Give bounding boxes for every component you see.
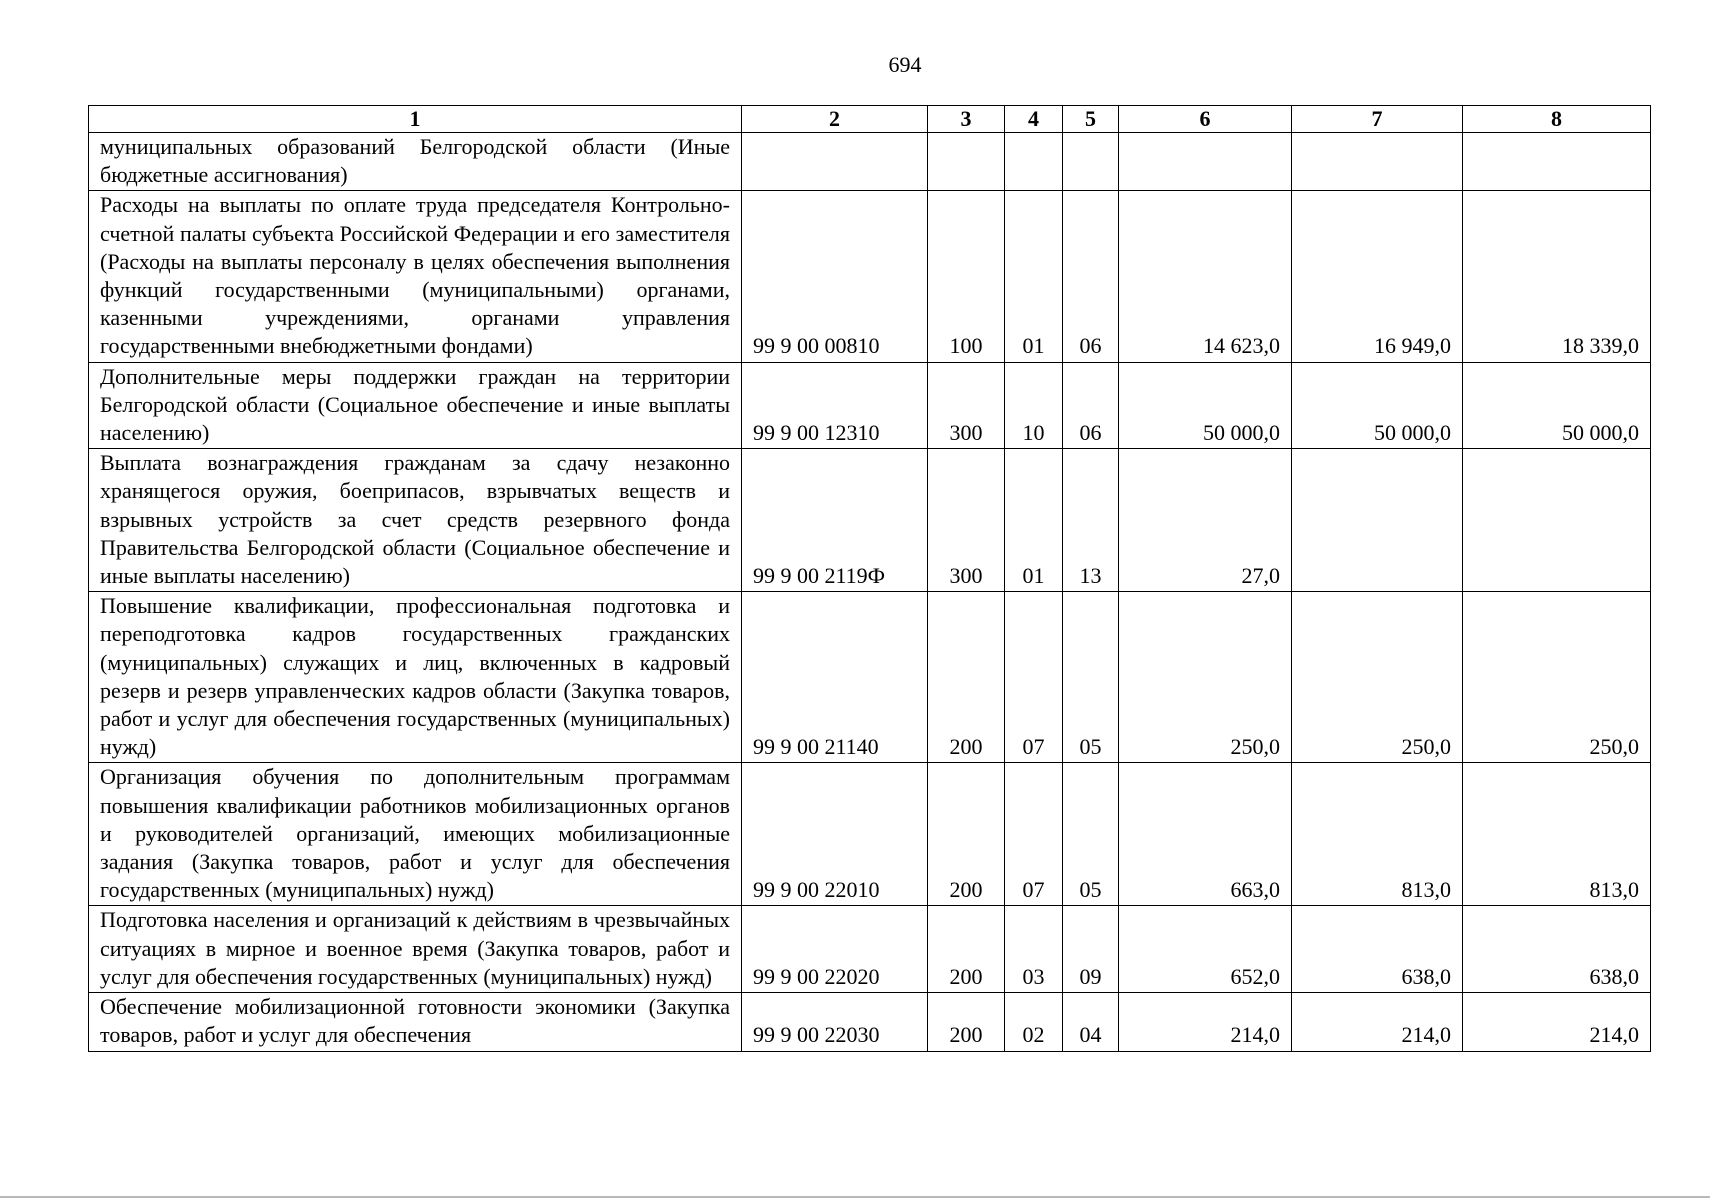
row-col5: 13 xyxy=(1063,449,1119,592)
table-row xyxy=(89,191,1651,362)
row-value-8: 50 000,0 xyxy=(1463,362,1651,449)
row-col4: 10 xyxy=(1005,362,1063,449)
column-header: 4 xyxy=(1005,106,1063,133)
column-header: 7 xyxy=(1292,106,1463,133)
column-header: 1 xyxy=(89,106,742,133)
row-col4 xyxy=(1005,133,1063,191)
row-description: Организация обучения по дополнительным программам повышения квалификации работников мобилизационных органов и руководителей организаций, имеющих мобилизационные задания (Закупка товаров, работ и услуг для обеспечения государственных (муниципальных) нужд) xyxy=(89,763,742,906)
table-row xyxy=(89,133,1651,191)
row-code: 99 9 00 00810 xyxy=(742,191,928,362)
row-col3: 200 xyxy=(928,763,1005,906)
row-col5: 04 xyxy=(1063,993,1119,1051)
row-description: Повышение квалификации, профессиональная подготовка и переподготовка кадров государственных гражданских (муниципальных) служащих и лиц, включенных в кадровый резерв и резерв управленческих кадров области (Закупка товаров, работ и услуг для обеспечения государственных (муниципальных) нужд) xyxy=(89,592,742,763)
table-row xyxy=(89,362,1651,449)
row-col3: 300 xyxy=(928,362,1005,449)
table-row xyxy=(89,592,1651,763)
row-value-7: 50 000,0 xyxy=(1292,362,1463,449)
row-col5 xyxy=(1063,133,1119,191)
row-description: Обеспечение мобилизационной готовности экономики (Закупка товаров, работ и услуг для обеспечения xyxy=(89,993,742,1051)
row-col4: 01 xyxy=(1005,191,1063,362)
row-value-7: 813,0 xyxy=(1292,763,1463,906)
row-value-6: 663,0 xyxy=(1119,763,1292,906)
row-value-6: 14 623,0 xyxy=(1119,191,1292,362)
row-col5: 06 xyxy=(1063,191,1119,362)
row-value-7: 638,0 xyxy=(1292,906,1463,993)
row-value-6: 50 000,0 xyxy=(1119,362,1292,449)
row-value-8: 214,0 xyxy=(1463,993,1651,1051)
row-value-7: 250,0 xyxy=(1292,592,1463,763)
row-code: 99 9 00 21140 xyxy=(742,592,928,763)
row-col5: 09 xyxy=(1063,906,1119,993)
row-value-7: 214,0 xyxy=(1292,993,1463,1051)
row-description: муниципальных образований Белгородской области (Иные бюджетные ассигнования) xyxy=(89,133,742,191)
page-number: 694 xyxy=(888,52,922,77)
column-header: 2 xyxy=(742,106,928,133)
scan-edge-line xyxy=(0,1196,1710,1198)
row-code: 99 9 00 12310 xyxy=(742,362,928,449)
row-value-8 xyxy=(1463,133,1651,191)
row-description: Выплата вознаграждения гражданам за сдачу незаконно хранящегося оружия, боеприпасов, взрывчатых веществ и взрывных устройств за счет средств резервного фонда Правительства Белгородской области (Социальное обеспечение и иные выплаты населению) xyxy=(89,449,742,592)
row-description: Дополнительные меры поддержки граждан на территории Белгородской области (Социальное обеспечение и иные выплаты населению) xyxy=(89,362,742,449)
row-value-6 xyxy=(1119,133,1292,191)
row-value-6: 214,0 xyxy=(1119,993,1292,1051)
column-header: 8 xyxy=(1463,106,1651,133)
row-value-6: 652,0 xyxy=(1119,906,1292,993)
row-description: Расходы на выплаты по оплате труда председателя Контрольно-счетной палаты субъекта Российской Федерации и его заместителя (Расходы на выплаты персоналу в целях обеспечения выполнения функций государственными (муниципальными) органами, казенными учреждениями, органами управления государственными внебюджетными фондами) xyxy=(89,191,742,362)
row-value-7 xyxy=(1292,449,1463,592)
row-col5: 05 xyxy=(1063,592,1119,763)
row-col3: 200 xyxy=(928,592,1005,763)
row-col4: 03 xyxy=(1005,906,1063,993)
header-row xyxy=(89,106,1651,133)
row-value-6: 27,0 xyxy=(1119,449,1292,592)
row-value-8: 638,0 xyxy=(1463,906,1651,993)
table-row xyxy=(89,906,1651,993)
column-header: 3 xyxy=(928,106,1005,133)
column-header: 6 xyxy=(1119,106,1292,133)
row-col3 xyxy=(928,133,1005,191)
row-col3: 200 xyxy=(928,906,1005,993)
table-row xyxy=(89,763,1651,906)
row-col3: 300 xyxy=(928,449,1005,592)
row-col5: 05 xyxy=(1063,763,1119,906)
row-value-7 xyxy=(1292,133,1463,191)
row-description: Подготовка населения и организаций к действиям в чрезвычайных ситуациях в мирное и военное время (Закупка товаров, работ и услуг для обеспечения государственных (муниципальных) нужд) xyxy=(89,906,742,993)
row-col5: 06 xyxy=(1063,362,1119,449)
table-row xyxy=(89,449,1651,592)
row-value-6: 250,0 xyxy=(1119,592,1292,763)
row-value-8 xyxy=(1463,449,1651,592)
column-header: 5 xyxy=(1063,106,1119,133)
row-col3: 200 xyxy=(928,993,1005,1051)
row-col4: 01 xyxy=(1005,449,1063,592)
row-code: 99 9 00 22020 xyxy=(742,906,928,993)
row-value-8: 813,0 xyxy=(1463,763,1651,906)
row-code xyxy=(742,133,928,191)
row-value-8: 18 339,0 xyxy=(1463,191,1651,362)
table-row xyxy=(89,993,1651,1051)
row-code: 99 9 00 22010 xyxy=(742,763,928,906)
row-value-8: 250,0 xyxy=(1463,592,1651,763)
row-col4: 02 xyxy=(1005,993,1063,1051)
row-code: 99 9 00 22030 xyxy=(742,993,928,1051)
row-col3: 100 xyxy=(928,191,1005,362)
row-value-7: 16 949,0 xyxy=(1292,191,1463,362)
row-code: 99 9 00 2119Ф xyxy=(742,449,928,592)
budget-table xyxy=(88,105,1651,1052)
row-col4: 07 xyxy=(1005,763,1063,906)
row-col4: 07 xyxy=(1005,592,1063,763)
